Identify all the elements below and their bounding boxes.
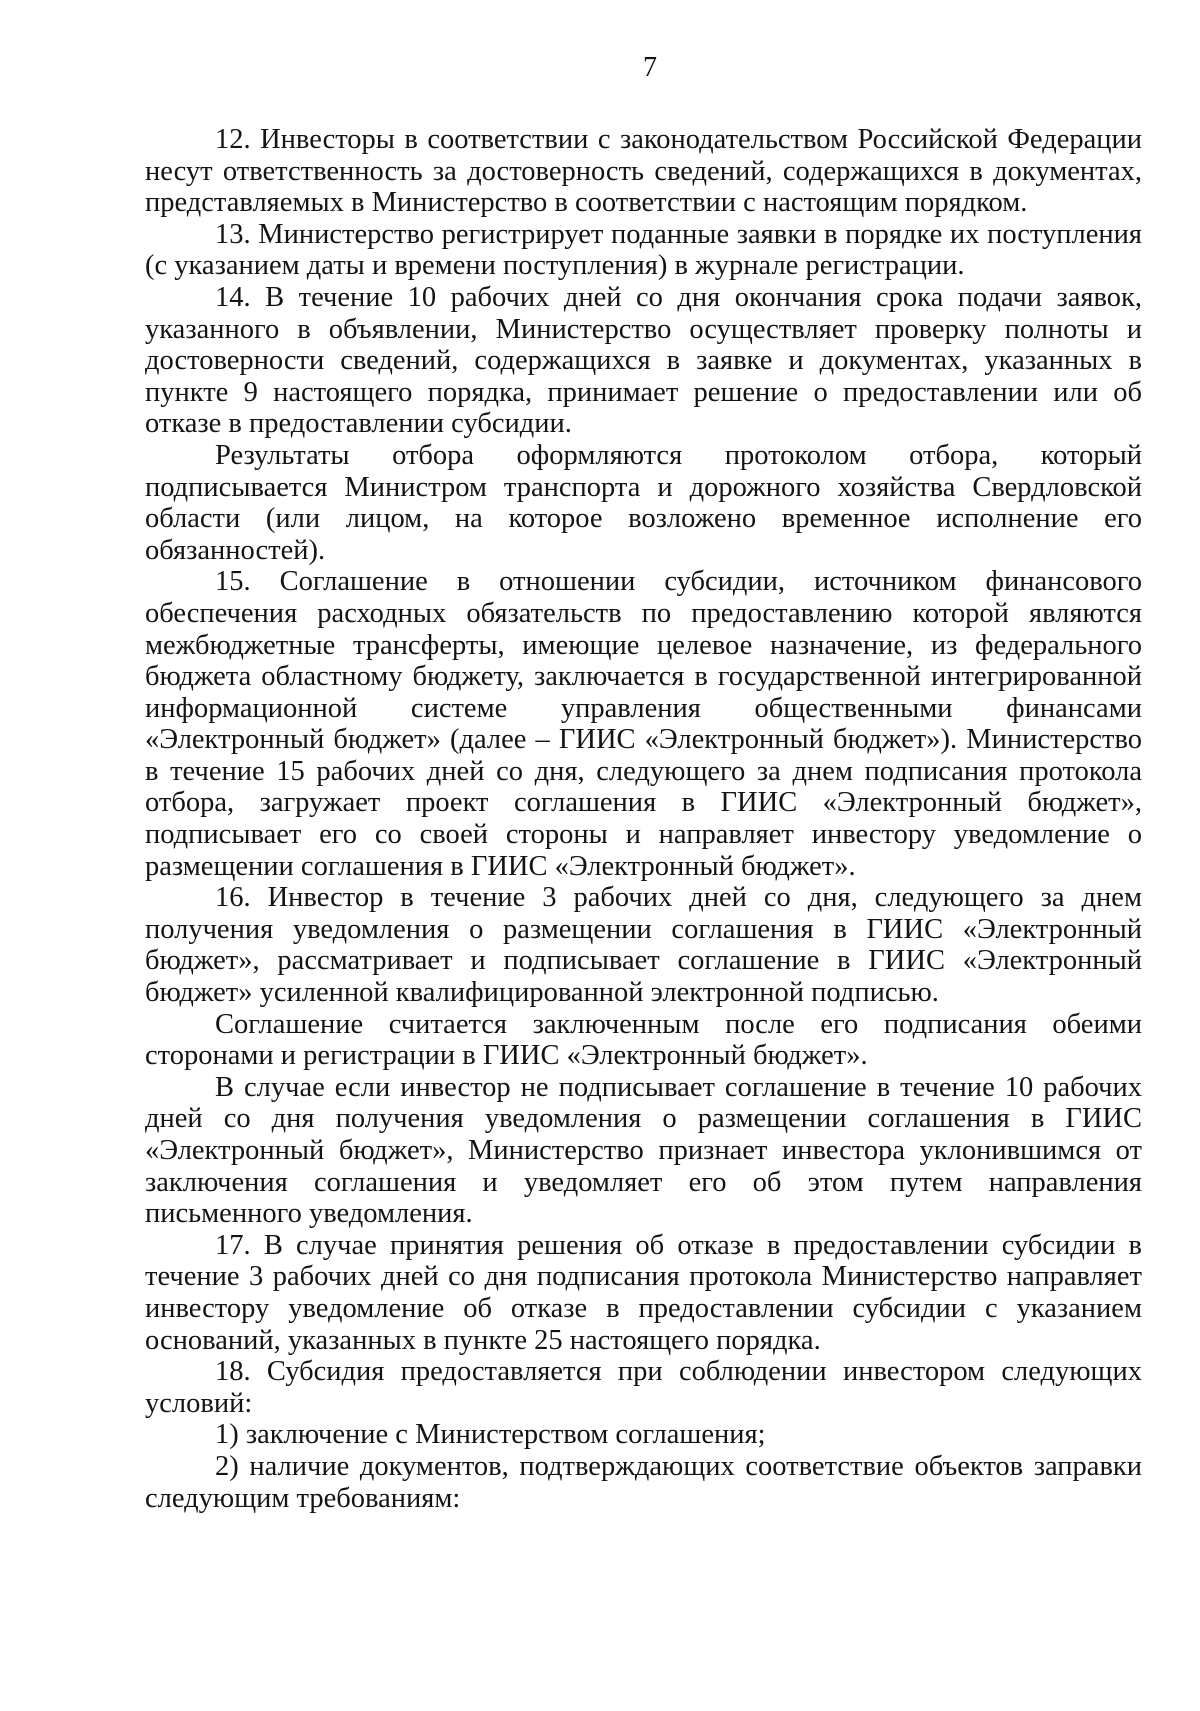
paragraph-13: 13. Министерство регистрирует поданные заявки в порядке их поступления (с указанием даты и времени поступления) в журнале регистрации. xyxy=(145,218,1142,282)
paragraph-16-investor-evasion: В случае если инвестор не подписывает соглашение в течение 10 рабочих дней со дня получения уведомления о размещении соглашения в ГИИС «Электронный бюджет», Министерство признает инвестора уклонившимся от заключения соглашения и уведомляет его об этом путем направления письменного уведомления. xyxy=(145,1071,1142,1230)
condition-item-1: 1) заключение с Министерством соглашения; xyxy=(215,1419,766,1451)
paragraph-18: 18. Субсидия предоставляется при соблюдении инвестором следующих условий: xyxy=(145,1356,1142,1419)
paragraph-15: 15. Соглашение в отношении субсидии, источником финансового обеспечения расходных обязательств по предоставлению которой являются межбюджетные трансферты, имеющие целевое назначение, из федерального бюджета областному бюджету, заключается в государственной интегрированной информационной системе управления общественными финансами «Электронный бюджет» (далее – ГИИС «Электронный бюджет»). Министерство в течение 15 рабочих дней со дня, следующего за днем подписания протокола отбора, загружает проект соглашения в ГИИС «Электронный бюджет», подписывает его со своей стороны и направляет инвестору уведомление о размещении соглашения в ГИИС «Электронный бюджет». xyxy=(145,566,1142,882)
paragraph-17: 17. В случае принятия решения об отказе в предоставлении субсидии в течение 3 рабочих дней со дня подписания протокола Министерство направляет инвестору уведомление об отказе в предоставлении субсидии с указанием оснований, указанных в пункте 25 настоящего порядка. xyxy=(145,1229,1142,1356)
condition-item-2: 2) наличие документов, подтверждающих соответствие объектов заправки следующим требованиям: xyxy=(145,1450,1142,1514)
paragraph-16: 16. Инвестор в течение 3 рабочих дней со дня, следующего за днем получения уведомления о размещении соглашения в ГИИС «Электронный бюджет», рассматривает и подписывает соглашение в ГИИС «Электронный бюджет» усиленной квалифицированной электронной подписью. xyxy=(145,882,1142,1009)
paragraph-12: 12. Инвесторы в соответствии с законодательством Российской Федерации несут ответственность за достоверность сведений, содержащихся в документах, представляемых в Министерство в соответствии с настоящим порядком. xyxy=(145,124,1142,219)
paragraph-14: 14. В течение 10 рабочих дней со дня окончания срока подачи заявок, указанного в объявлении, Министерство осуществляет проверку полноты и достоверности сведений, содержащихся в заявке и документах, указанных в пункте 9 настоящего порядка, принимает решение о предоставлении или об отказе в предоставлении субсидии. xyxy=(145,281,1142,440)
page-number: 7 xyxy=(643,52,657,83)
document-body xyxy=(145,124,1142,1514)
paragraph-14-selection-results: Результаты отбора оформляются протоколом отбора, который подписывается Министром транспорта и дорожного хозяйства Свердловской области (или лицом, на которое возложено временное исполнение его обязанностей). xyxy=(145,439,1142,566)
paragraph-16-agreement-concluded: Соглашение считается заключенным после его подписания обеими сторонами и регистрации в ГИИС «Электронный бюджет». xyxy=(145,1008,1142,1072)
